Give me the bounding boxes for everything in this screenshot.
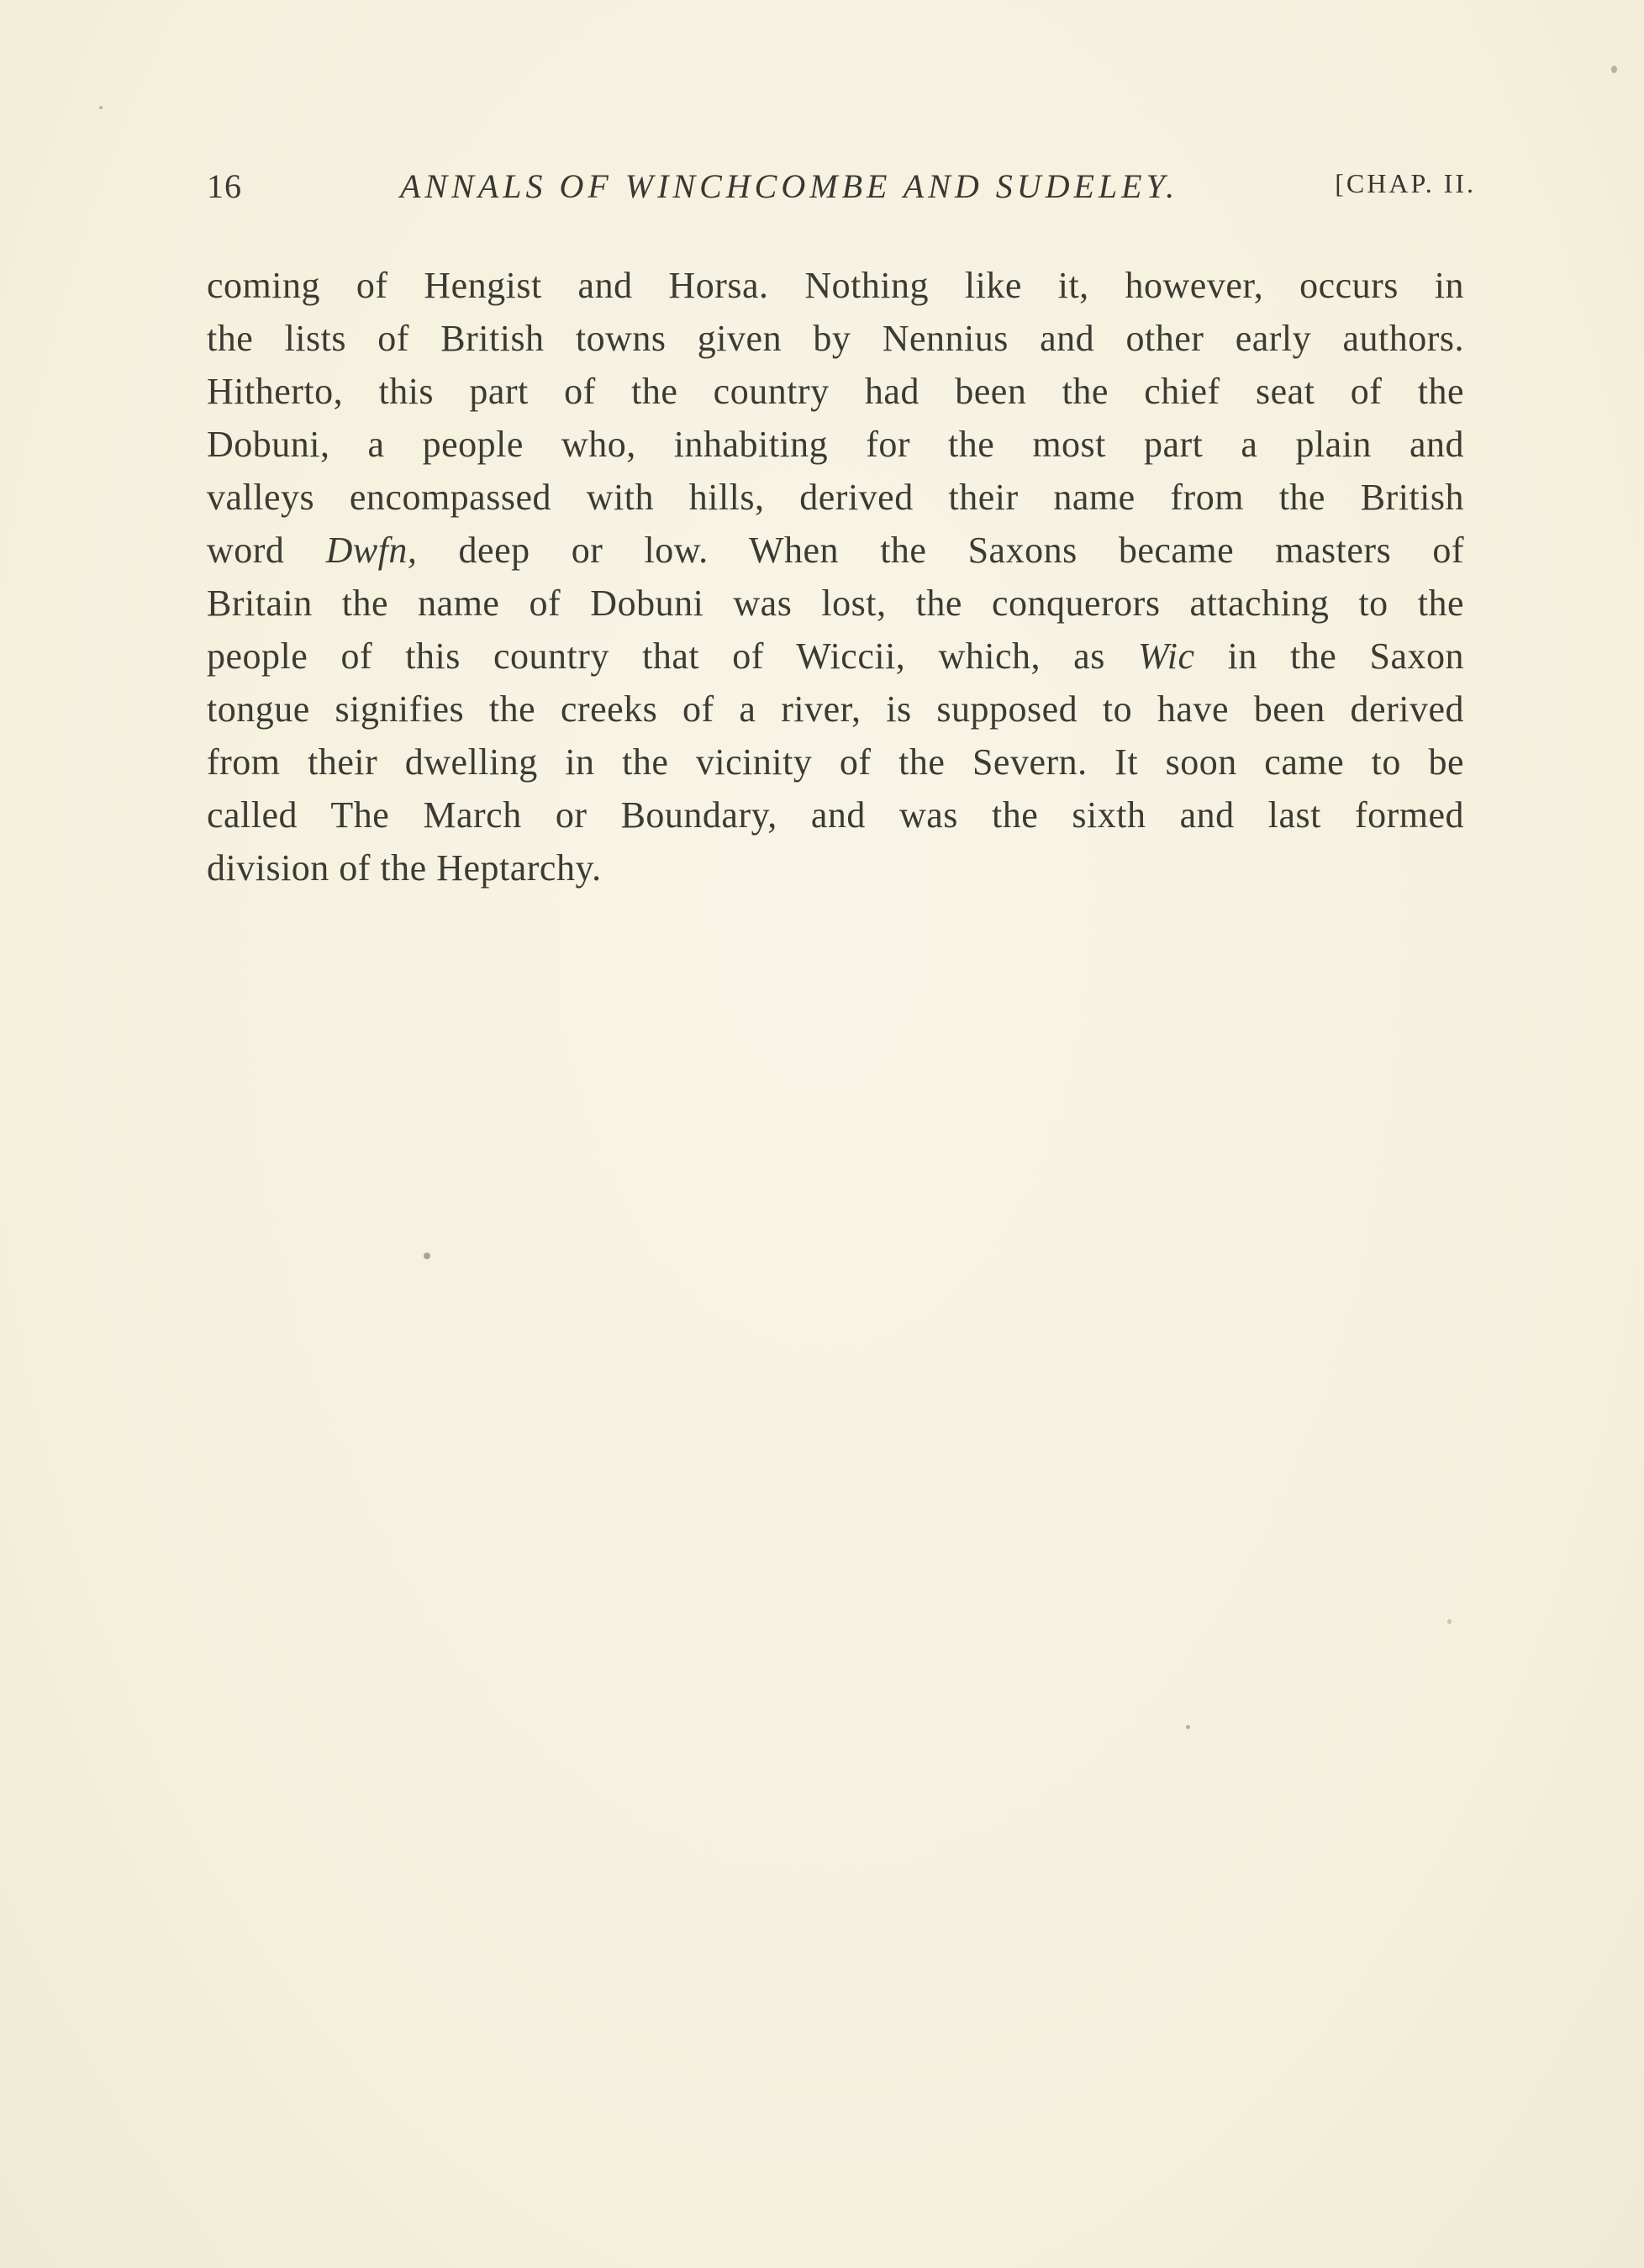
text-line: called The March or Boundary, and was the sixth and last formed xyxy=(207,794,1464,836)
page-number: 16 xyxy=(207,167,242,205)
paper-speck xyxy=(1611,66,1617,73)
running-title: ANNALS OF WINCHCOMBE AND SUDELEY. xyxy=(400,167,1179,205)
text-line: Dobuni, a people who, inhabiting for the most part a plain and xyxy=(207,424,1464,465)
text-line: Hitherto, this part of the country had been the chief seat of the xyxy=(207,371,1464,412)
paper-speck xyxy=(1186,1725,1190,1729)
paper-speck xyxy=(1447,1619,1452,1624)
text-line: people of this country that of Wiccii, which, as Wic in the Saxon xyxy=(207,636,1465,677)
text-line: the lists of British towns given by Nennius and other early authors. xyxy=(207,318,1464,359)
chapter-reference: [CHAP. II. xyxy=(1335,168,1476,198)
text-line: coming of Hengist and Horsa. Nothing like it, however, occurs in xyxy=(207,265,1464,306)
text-line: valleys encompassed with hills, derived their name from the British xyxy=(207,477,1464,518)
italic-term-dwfn: Dwfn, xyxy=(325,530,418,571)
text-line: from their dwelling in the vicinity of the Severn. It soon came to be xyxy=(207,741,1464,783)
paper-speck xyxy=(99,106,103,109)
paper-speck xyxy=(424,1253,430,1259)
text-line: Britain the name of Dobuni was lost, the conquerors attaching to the xyxy=(207,583,1464,624)
italic-term-wic: Wic xyxy=(1138,636,1195,677)
text-line: word Dwfn, deep or low. When the Saxons became masters of xyxy=(207,530,1464,571)
text-line: division of the Heptarchy. xyxy=(207,847,602,889)
text-line: tongue signifies the creeks of a river, is supposed to have been derived xyxy=(207,688,1464,730)
body-paragraph xyxy=(207,259,1464,894)
running-header xyxy=(207,166,1476,217)
